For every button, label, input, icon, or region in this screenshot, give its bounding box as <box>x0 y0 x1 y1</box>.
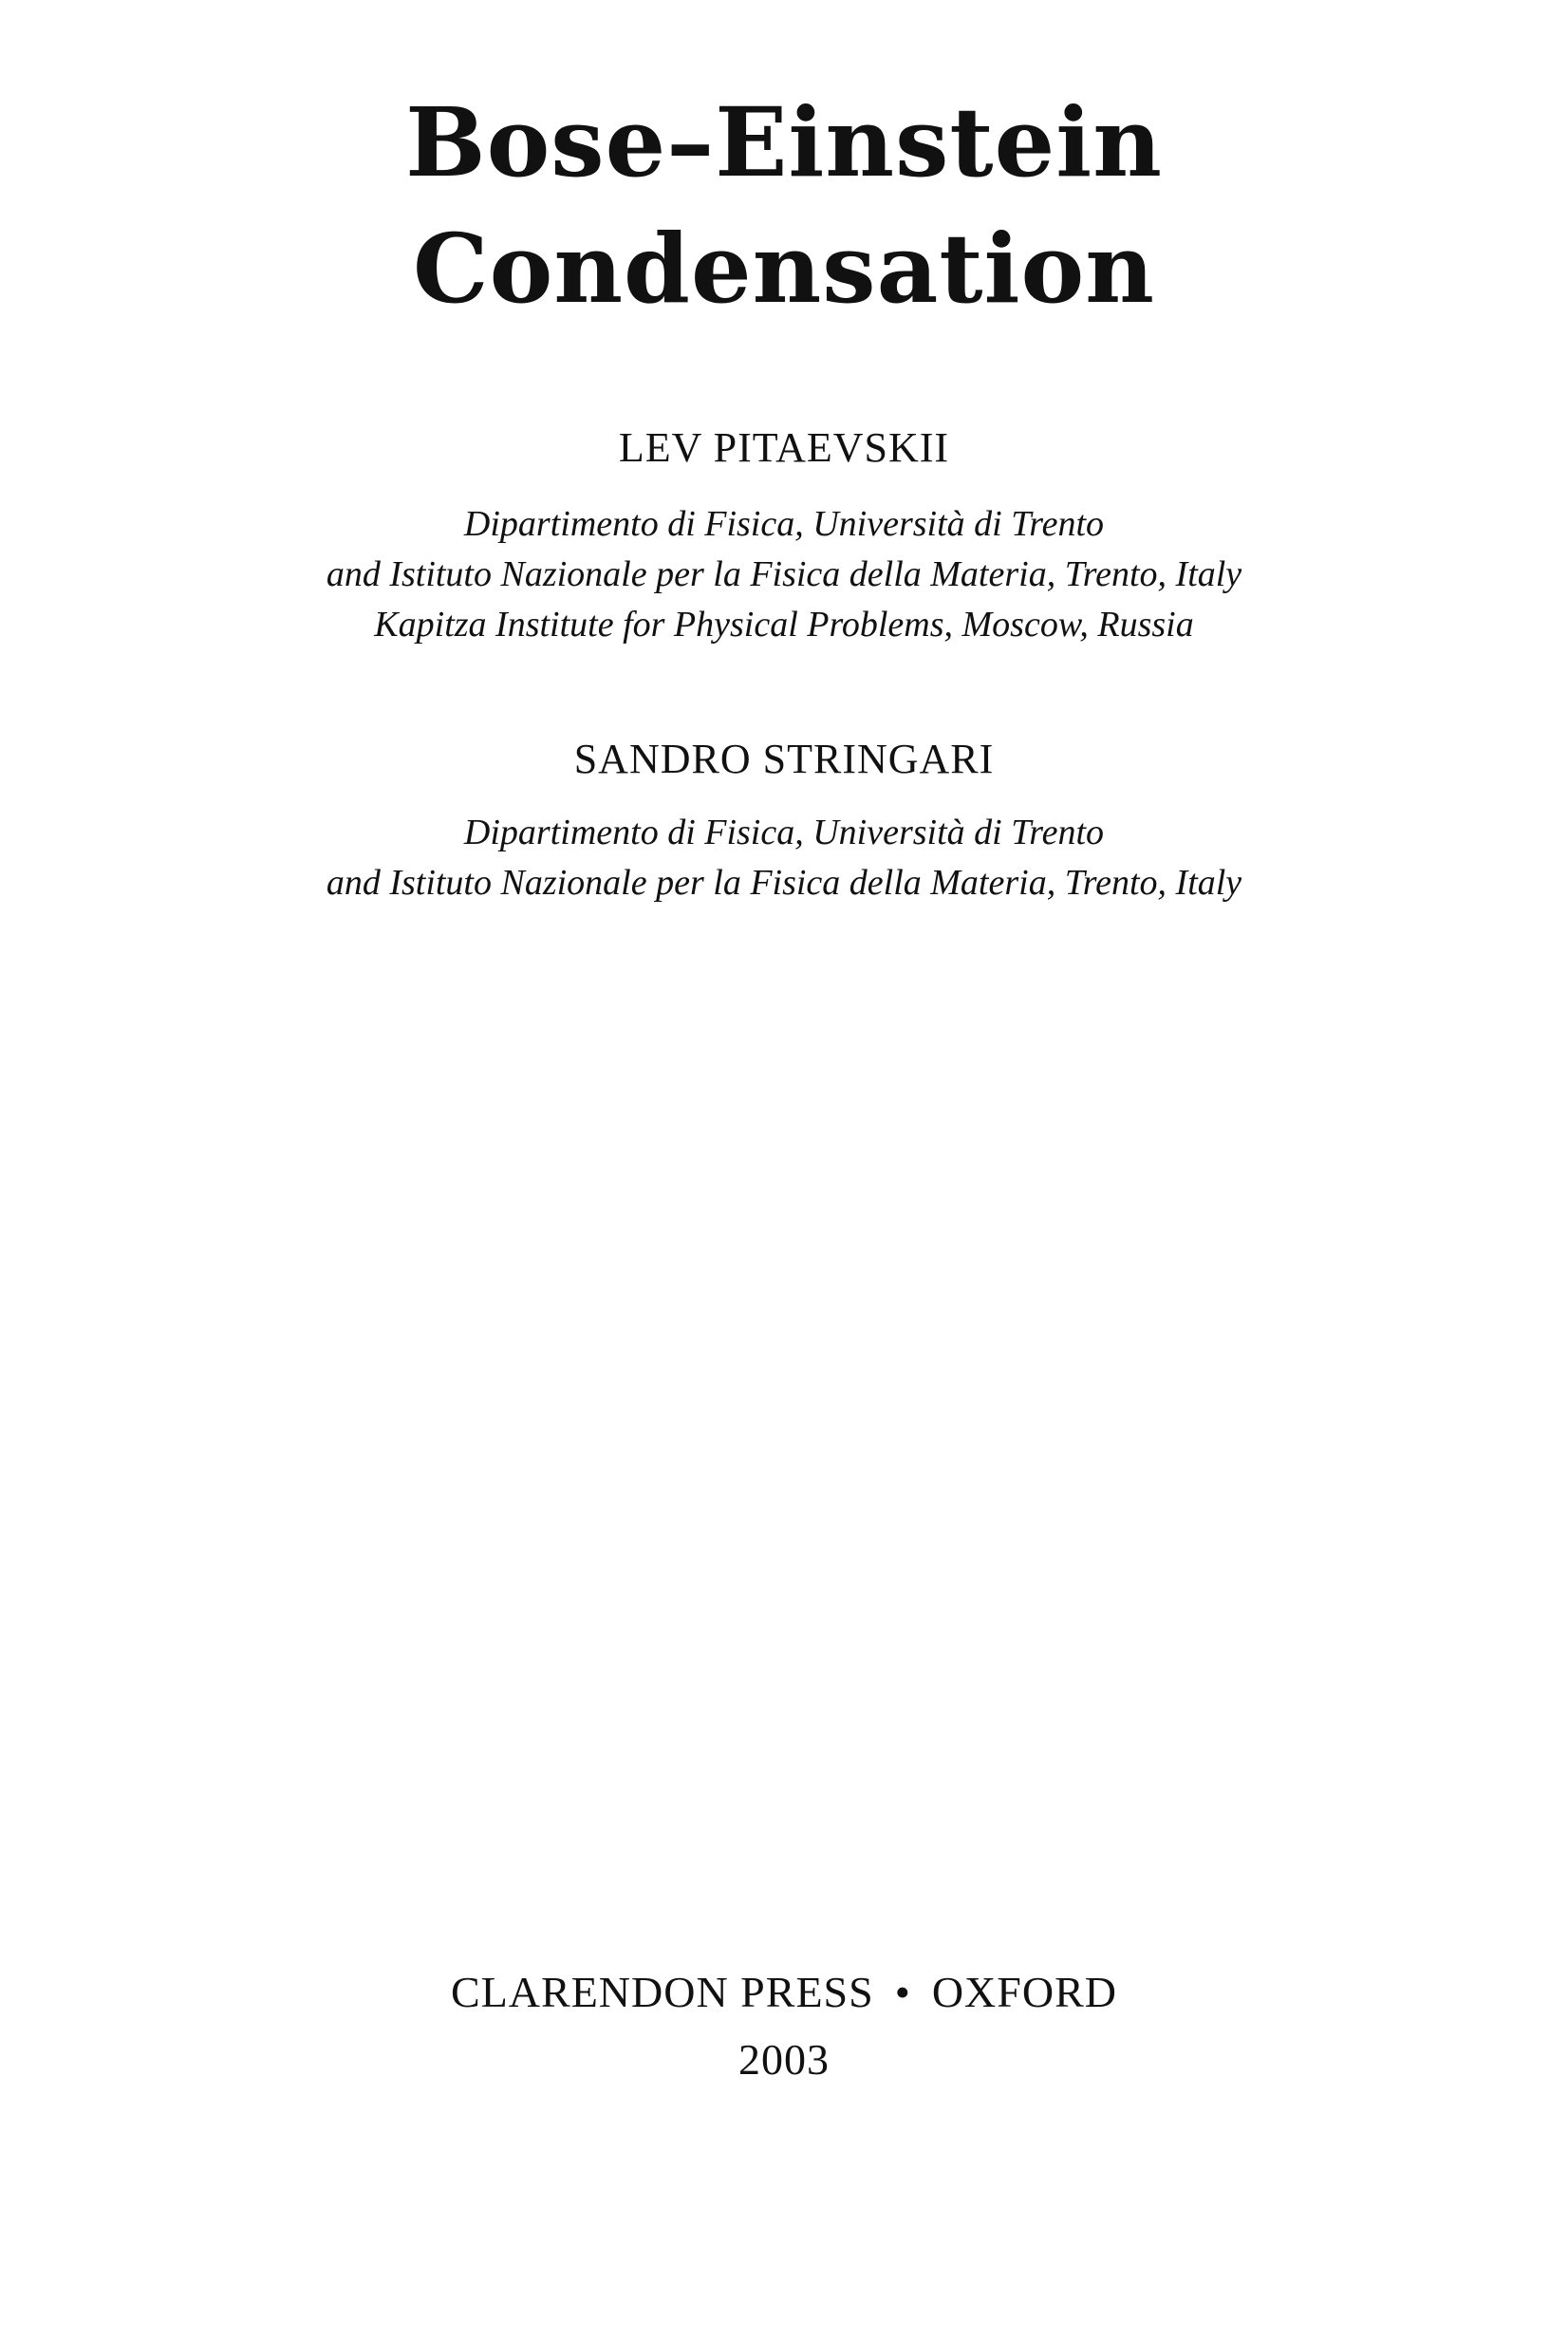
publication-year: 2003 <box>738 2035 830 2084</box>
author-affiliation: Kapitza Institute for Physical Problems, Moscow, Russia <box>374 605 1194 645</box>
book-title-line-2: Condensation <box>413 213 1155 325</box>
author-affiliation: Dipartimento di Fisica, Università di Trento <box>463 504 1105 544</box>
author-affiliation: Dipartimento di Fisica, Università di Trento <box>463 813 1105 852</box>
author-name: LEV PITAEVSKII <box>618 424 950 471</box>
publisher-line <box>0 1967 1568 2018</box>
publisher-name: CLARENDON PRESS <box>451 1968 874 2016</box>
bullet-separator: • <box>894 1968 911 2016</box>
author-affiliation: and Istituto Nazionale per la Fisica della Materia, Trento, Italy <box>326 863 1242 903</box>
author-affiliation: and Istituto Nazionale per la Fisica della Materia, Trento, Italy <box>326 554 1242 594</box>
author-name: SANDRO STRINGARI <box>573 736 995 782</box>
book-title-line-1: Bose–Einstein <box>405 86 1163 198</box>
publisher-city: OXFORD <box>931 1968 1117 2016</box>
